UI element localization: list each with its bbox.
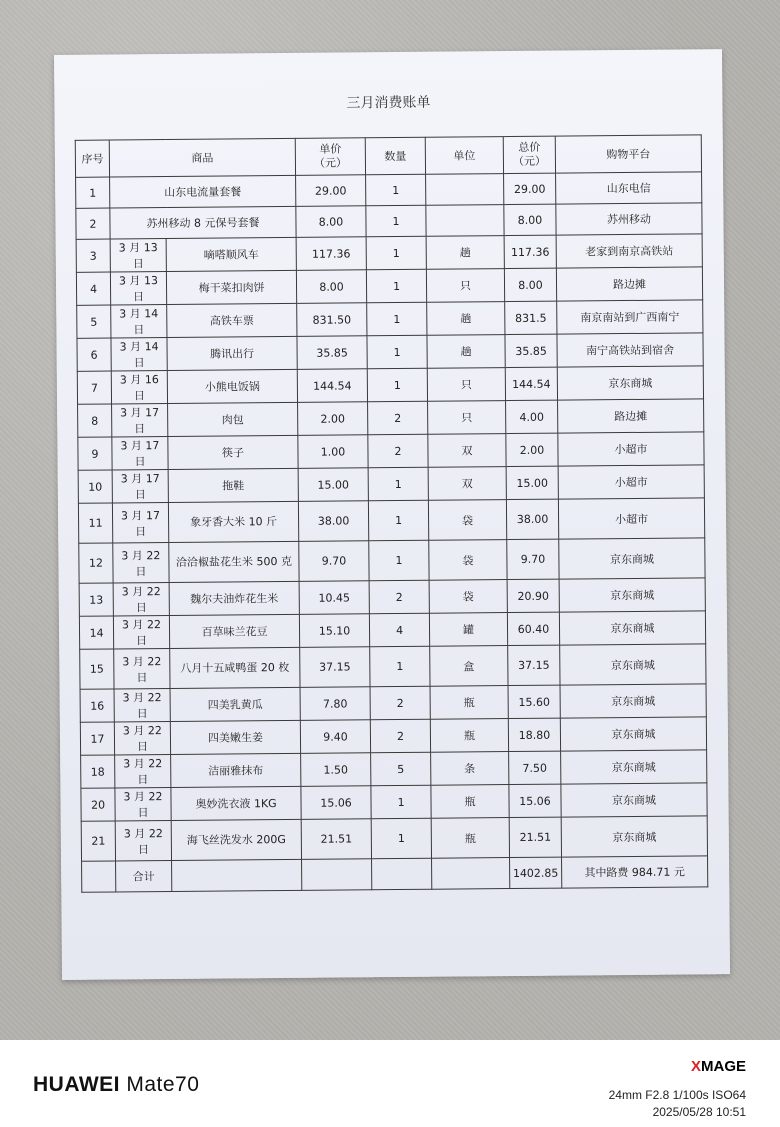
- cell-unit: 袋: [428, 500, 506, 541]
- header-unit-price: [295, 138, 365, 176]
- header-platform: 购物平台: [555, 135, 701, 173]
- cell-qty: 4: [369, 613, 429, 647]
- cell-goods: 肉包: [168, 402, 298, 436]
- cell-date: 3 月 17 日: [112, 470, 168, 503]
- table-row: [78, 465, 704, 503]
- cell-platform: 南宁高铁站到宿舍: [557, 333, 703, 367]
- cell-unit: 瓶: [431, 785, 509, 819]
- cell-date: 3 月 22 日: [114, 722, 170, 755]
- cell-total: 15.00: [506, 466, 558, 499]
- header-index: 序号: [75, 140, 109, 177]
- cell-total: 60.40: [507, 612, 559, 645]
- cell-index: 2: [76, 208, 110, 239]
- cell-unit-price: 10.45: [299, 581, 369, 615]
- cell-qty: 2: [370, 686, 430, 720]
- cell-total: 15.60: [508, 685, 560, 718]
- cell-unit: 盒: [430, 646, 508, 687]
- cell-index: 12: [79, 543, 113, 583]
- summary-empty-unit: [432, 858, 510, 890]
- cell-goods: 高铁车票: [167, 303, 297, 337]
- cell-unit-price: 15.00: [298, 468, 368, 502]
- cell-total: 35.85: [505, 334, 557, 367]
- cell-goods: 洽洽椒盐花生米 500 克: [169, 541, 299, 582]
- header-row: [75, 135, 701, 177]
- table-row: [79, 611, 705, 649]
- header-total-unit: （元）: [512, 154, 547, 168]
- camera-brand-name: HUAWEI: [33, 1073, 120, 1096]
- cell-qty: 1: [371, 785, 431, 819]
- table-row: [79, 538, 705, 583]
- cell-unit: 只: [427, 368, 505, 402]
- cell-unit-price: 7.80: [300, 687, 370, 721]
- table-row: [81, 750, 707, 788]
- cell-qty: 2: [369, 580, 429, 614]
- cell-goods: 山东电流量套餐: [110, 175, 296, 208]
- cell-platform: 小超市: [558, 498, 704, 539]
- cell-total: 4.00: [506, 400, 558, 433]
- cell-unit-price: 9.40: [300, 720, 370, 754]
- xmage-logo-rest: MAGE: [701, 1058, 746, 1075]
- cell-total: 18.80: [508, 718, 560, 751]
- cell-index: 20: [81, 788, 115, 821]
- cell-unit: [426, 205, 504, 237]
- cell-qty: 1: [369, 540, 429, 581]
- cell-unit: 条: [431, 752, 509, 786]
- cell-unit-price: 2.00: [298, 402, 368, 436]
- cell-total: 7.50: [509, 751, 561, 784]
- cell-index: 5: [77, 305, 111, 338]
- cell-unit-price: 8.00: [296, 270, 366, 304]
- cell-qty: 2: [368, 401, 428, 435]
- cell-unit: 双: [428, 434, 506, 468]
- cell-total: 15.06: [509, 784, 561, 817]
- cell-total: 20.90: [507, 579, 559, 612]
- header-goods: 商品: [109, 138, 295, 177]
- cell-unit-price: 8.00: [296, 206, 366, 238]
- cell-goods: 腾讯出行: [167, 336, 297, 370]
- cell-date: 3 月 22 日: [113, 543, 169, 583]
- camera-watermark-bar: [0, 1040, 780, 1127]
- table-row: [78, 432, 704, 470]
- cell-date: 3 月 14 日: [111, 305, 167, 338]
- cell-index: 15: [80, 649, 114, 689]
- cell-qty: 1: [368, 467, 428, 501]
- cell-qty: 1: [370, 646, 430, 687]
- exif-settings: 24mm F2.8 1/100s ISO64: [608, 1088, 746, 1102]
- cell-unit: 袋: [429, 540, 507, 581]
- bill-table: [75, 134, 709, 892]
- cell-unit: 双: [428, 467, 506, 501]
- table-row: [80, 717, 706, 755]
- table-row: [77, 366, 703, 404]
- summary-total: 1402.85: [510, 857, 562, 888]
- cell-goods: 苏州移动 8 元保号套餐: [110, 206, 296, 239]
- cell-total: 8.00: [504, 268, 556, 301]
- summary-empty-qty: [372, 858, 432, 890]
- bill-paper: [54, 49, 730, 980]
- cell-platform: 路边摊: [556, 267, 702, 301]
- summary-row: [82, 856, 708, 892]
- cell-date: 3 月 17 日: [112, 437, 168, 470]
- cell-index: 17: [80, 722, 114, 755]
- table-row: [77, 333, 703, 371]
- cell-unit-price: 15.06: [301, 786, 371, 820]
- cell-index: 7: [77, 371, 111, 404]
- cell-total: 29.00: [504, 173, 556, 204]
- cell-unit: 趟: [427, 302, 505, 336]
- cell-unit-price: 35.85: [297, 336, 367, 370]
- cell-goods: 奥妙洗衣液 1KG: [171, 786, 301, 820]
- table-row: [80, 684, 706, 722]
- cell-unit-price: 29.00: [296, 175, 366, 207]
- cell-index: 6: [77, 338, 111, 371]
- table-row: [79, 578, 705, 616]
- cell-qty: 2: [370, 719, 430, 753]
- cell-platform: 京东商城: [561, 816, 707, 857]
- cell-platform: 京东商城: [560, 644, 706, 685]
- cell-platform: 京东商城: [557, 366, 703, 400]
- xmage-logo-x: X: [690, 1058, 701, 1075]
- cell-unit: 瓶: [431, 818, 509, 859]
- summary-note: 其中路费 984.71 元: [562, 856, 708, 888]
- cell-date: 3 月 22 日: [113, 616, 169, 649]
- cell-platform: 南京南站到广西南宁: [557, 300, 703, 334]
- cell-total: 38.00: [506, 499, 558, 539]
- cell-goods: 洁丽雅抹布: [171, 753, 301, 787]
- table-row: [76, 234, 702, 272]
- cell-qty: 1: [371, 818, 431, 859]
- cell-platform: 京东商城: [560, 717, 706, 751]
- cell-unit-price: 21.51: [301, 819, 371, 860]
- cell-platform: 山东电信: [556, 172, 702, 204]
- sheet-title: 三月消费账单: [346, 94, 431, 112]
- table-row: [78, 498, 704, 543]
- cell-goods: 百草味兰花豆: [169, 614, 299, 648]
- table-row: [78, 399, 704, 437]
- cell-goods: 拖鞋: [168, 468, 298, 502]
- exif-info: [609, 1087, 746, 1121]
- header-unit-price-label: 单价: [319, 142, 342, 156]
- cell-platform: 小超市: [558, 432, 704, 466]
- cell-platform: 京东商城: [559, 611, 705, 645]
- cell-platform: 京东商城: [561, 783, 707, 817]
- cell-date: 3 月 13 日: [110, 239, 166, 272]
- cell-goods: 海飞丝洗发水 200G: [171, 819, 301, 860]
- cell-qty: 1: [366, 174, 426, 206]
- cell-unit-price: 831.50: [297, 303, 367, 337]
- cell-unit: 趟: [426, 236, 504, 270]
- cell-unit: 只: [426, 269, 504, 303]
- cell-total: 831.5: [505, 301, 557, 334]
- cell-index: 16: [80, 689, 114, 722]
- exif-datetime: 2025/05/28 10:51: [652, 1105, 746, 1119]
- cell-index: 10: [78, 470, 112, 503]
- camera-brand: [33, 1073, 199, 1097]
- cell-unit-price: 117.36: [296, 237, 366, 271]
- cell-unit-price: 9.70: [299, 541, 369, 582]
- xmage-logo: [691, 1058, 746, 1075]
- summary-empty-index: [82, 861, 116, 892]
- cell-total: 21.51: [509, 817, 561, 857]
- cell-qty: 1: [366, 269, 426, 303]
- cell-platform: 路边摊: [558, 399, 704, 433]
- cell-index: 21: [81, 821, 115, 861]
- cell-total: 8.00: [504, 204, 556, 235]
- cell-unit: 趟: [427, 335, 505, 369]
- cell-unit-price: 15.10: [299, 614, 369, 648]
- cell-platform: 老家到南京高铁站: [556, 234, 702, 268]
- camera-model: Mate70: [126, 1073, 200, 1096]
- cell-total: 117.36: [504, 235, 556, 268]
- cell-date: 3 月 22 日: [114, 649, 170, 689]
- cell-platform: 苏州移动: [556, 203, 702, 235]
- cell-date: 3 月 22 日: [115, 788, 171, 821]
- cell-platform: 京东商城: [560, 684, 706, 718]
- cell-platform: 京东商城: [559, 538, 705, 579]
- cell-date: 3 月 22 日: [115, 821, 171, 861]
- cell-unit: 瓶: [430, 686, 508, 720]
- cell-platform: 小超市: [558, 465, 704, 499]
- cell-total: 2.00: [506, 433, 558, 466]
- cell-total: 144.54: [505, 367, 557, 400]
- cell-date: 3 月 17 日: [112, 503, 168, 543]
- cell-qty: 1: [367, 368, 427, 402]
- cell-goods: 四美乳黄瓜: [170, 687, 300, 721]
- cell-goods: 魏尔夫油炸花生米: [169, 581, 299, 615]
- cell-goods: 筷子: [168, 435, 298, 469]
- cell-date: 3 月 13 日: [110, 272, 166, 305]
- cell-qty: 1: [368, 500, 428, 541]
- cell-unit: 只: [428, 401, 506, 435]
- cell-index: 13: [79, 583, 113, 616]
- header-total-label: 总价: [518, 140, 541, 154]
- table-row: [81, 816, 707, 861]
- cell-unit: 袋: [429, 580, 507, 614]
- summary-empty-goods: [172, 859, 302, 891]
- cell-unit-price: 144.54: [297, 369, 367, 403]
- header-unit: 单位: [425, 137, 503, 175]
- cell-date: 3 月 16 日: [111, 371, 167, 404]
- cell-goods: 小熊电饭锅: [167, 369, 297, 403]
- cell-index: 11: [78, 503, 112, 543]
- cell-index: 1: [76, 177, 110, 208]
- bill-body: [76, 172, 708, 861]
- cell-unit: 罐: [429, 613, 507, 647]
- cell-goods: 八月十五咸鸭蛋 20 枚: [170, 647, 300, 688]
- cell-index: 4: [76, 272, 110, 305]
- cell-goods: 四美嫩生姜: [170, 720, 300, 754]
- table-row: [76, 267, 702, 305]
- cell-qty: 1: [366, 236, 426, 270]
- cell-unit-price: 37.15: [300, 647, 370, 688]
- table-row: [77, 300, 703, 338]
- cell-date: 3 月 14 日: [111, 338, 167, 371]
- cell-goods: 嘀嗒顺风车: [166, 237, 296, 271]
- header-qty: 数量: [365, 137, 425, 175]
- cell-goods: 象牙香大米 10 斤: [168, 501, 298, 542]
- cell-total: 9.70: [507, 539, 559, 579]
- cell-qty: 1: [366, 205, 426, 237]
- cell-unit: [426, 174, 504, 206]
- summary-empty-price: [302, 859, 372, 891]
- cell-index: 8: [78, 404, 112, 437]
- table-row: [81, 783, 707, 821]
- cell-unit-price: 1.00: [298, 435, 368, 469]
- cell-unit: 瓶: [430, 719, 508, 753]
- cell-platform: 京东商城: [559, 578, 705, 612]
- cell-index: 9: [78, 437, 112, 470]
- cell-total: 37.15: [508, 645, 560, 685]
- cell-date: 3 月 17 日: [112, 404, 168, 437]
- header-total: [503, 136, 555, 173]
- summary-label: 合计: [116, 861, 172, 892]
- header-unit-price-unit: （元）: [313, 156, 348, 170]
- cell-date: 3 月 22 日: [114, 689, 170, 722]
- cell-platform: 京东商城: [561, 750, 707, 784]
- cell-index: 18: [81, 755, 115, 788]
- cell-qty: 1: [367, 335, 427, 369]
- cell-qty: 1: [367, 302, 427, 336]
- table-row: [80, 644, 706, 689]
- cell-date: 3 月 22 日: [115, 755, 171, 788]
- cell-unit-price: 38.00: [298, 501, 368, 542]
- cell-qty: 2: [368, 434, 428, 468]
- cell-goods: 梅干菜扣肉饼: [166, 270, 296, 304]
- cell-date: 3 月 22 日: [113, 583, 169, 616]
- cell-unit-price: 1.50: [301, 753, 371, 787]
- cell-index: 3: [76, 239, 110, 272]
- cell-qty: 5: [371, 752, 431, 786]
- cell-index: 14: [79, 616, 113, 649]
